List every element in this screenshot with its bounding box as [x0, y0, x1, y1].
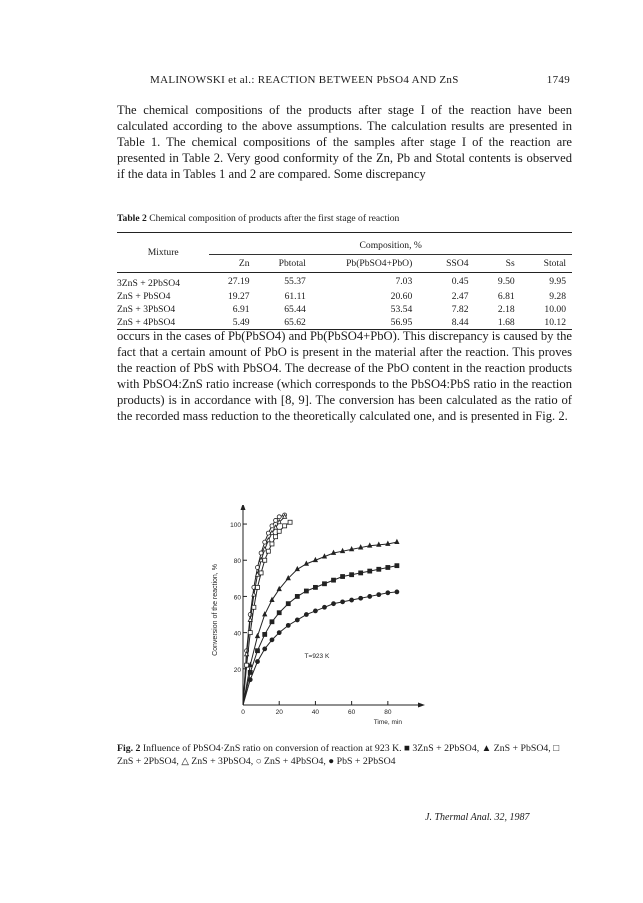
value-cell: 55.37 — [284, 276, 306, 287]
data-point — [252, 592, 256, 596]
col-header: Pbtotal — [278, 258, 306, 269]
col-header: Pb(PbSO4+PbO) — [346, 258, 413, 269]
value-cell: 6.91 — [232, 304, 250, 315]
temperature-annotation: T=923 K — [304, 652, 330, 660]
data-point — [350, 598, 354, 602]
value-cell: 20.60 — [390, 291, 413, 302]
data-point — [277, 631, 281, 635]
data-point — [295, 618, 299, 622]
col-header: SSO4 — [446, 258, 469, 269]
data-point — [386, 541, 390, 545]
data-point — [304, 561, 308, 565]
data-point — [277, 529, 281, 533]
data-point — [270, 638, 274, 642]
data-point — [286, 602, 290, 606]
data-point — [395, 540, 399, 544]
value-cell: 9.50 — [497, 276, 515, 287]
data-point — [259, 571, 263, 575]
data-point — [377, 542, 381, 546]
data-point — [259, 551, 263, 555]
mixture-cell: 3ZnS + 2PbSO4 — [117, 278, 180, 289]
data-point — [341, 549, 345, 553]
body-paragraph-1: The chemical compositions of the products after stage I of the reaction have been calculated according to the above assumptions. The calculation results are presented in Table 1. The chemical compositions of the samples after stage I of the reaction are presented in Table 2. Very good conformity of the Zn, Pb and Stotal contents is observed if the data in Tables 1 and 2 are compared. Some discrepancy — [117, 103, 572, 181]
data-point — [270, 620, 274, 624]
value-cell: 6.81 — [497, 291, 515, 302]
data-point — [274, 535, 278, 539]
data-point — [368, 569, 372, 573]
data-point — [283, 524, 287, 528]
value-cell: 7.03 — [395, 276, 413, 287]
data-point — [286, 623, 290, 627]
table-title: Chemical composition of products after the first stage of reaction — [149, 213, 400, 224]
y-axis-arrow — [241, 505, 246, 510]
x-tick-label: 0 — [241, 709, 245, 716]
data-point — [368, 594, 372, 598]
data-point — [270, 542, 274, 546]
y-tick-label: 60 — [233, 594, 241, 602]
y-tick-label: 100 — [230, 522, 241, 530]
data-point — [266, 549, 270, 553]
x-tick-label: 60 — [348, 709, 356, 716]
composition-table — [117, 232, 572, 330]
value-cell: 10.00 — [544, 304, 566, 315]
table-row — [117, 290, 572, 303]
data-point — [359, 545, 363, 549]
x-axis-arrow — [418, 703, 425, 708]
value-cell: 7.82 — [451, 304, 469, 315]
data-point — [295, 594, 299, 598]
data-point — [332, 578, 336, 582]
table-row — [117, 273, 572, 291]
composition-header: Composition, % — [209, 233, 572, 255]
value-cell: 5.49 — [232, 317, 250, 328]
mixture-header: Mixture — [117, 233, 209, 273]
value-cell: 10.12 — [544, 317, 566, 328]
value-cell: 0.45 — [451, 276, 469, 287]
y-axis-label: Conversion of the reaction, % — [212, 564, 219, 656]
value-cell: 53.54 — [390, 304, 413, 315]
running-head — [150, 74, 570, 86]
x-tick-label: 80 — [384, 709, 392, 716]
x-tick-label: 20 — [275, 709, 283, 716]
data-point — [304, 613, 308, 617]
data-point — [322, 554, 326, 558]
data-point — [377, 567, 381, 571]
data-point — [295, 567, 299, 571]
value-cell: 27.19 — [227, 276, 250, 287]
col-header: Zn — [238, 258, 250, 269]
value-cell: 2.18 — [497, 304, 515, 315]
data-point — [313, 558, 317, 562]
data-point — [341, 600, 345, 604]
data-point — [277, 515, 281, 519]
table-row — [117, 303, 572, 316]
value-cell: 56.95 — [390, 317, 413, 328]
page-number: 1749 — [546, 74, 570, 86]
value-cell: 65.44 — [284, 304, 306, 315]
y-tick-label: 80 — [233, 558, 241, 566]
data-point — [277, 611, 281, 615]
data-point — [255, 634, 259, 638]
data-point — [248, 670, 252, 674]
col-header: Ss — [505, 258, 515, 269]
figure-caption-text: Influence of PbSO4·ZnS ratio on conversion of reaction at 923 K. ■ 3ZnS + 2PbSO4, ▲ ZnS + PbSO4, □ ZnS + 2PbSO4, △ ZnS + 3PbSO4, ○ ZnS + 4PbSO4, ● PbS + 2PbSO4 — [117, 743, 560, 767]
data-point — [313, 585, 317, 589]
data-point — [255, 585, 259, 589]
data-point — [322, 605, 326, 609]
data-point — [386, 565, 390, 569]
col-header: Stotal — [543, 258, 566, 269]
figure-label: Fig. 2 — [117, 743, 141, 754]
table-caption — [117, 213, 399, 224]
data-point — [288, 520, 292, 524]
y-tick-label: 20 — [233, 666, 241, 674]
data-point — [332, 602, 336, 606]
mixture-cell: ZnS + PbSO4 — [117, 291, 171, 302]
value-cell: 8.44 — [451, 317, 469, 328]
series-line — [243, 542, 397, 705]
value-cell: 9.28 — [549, 291, 566, 302]
data-point — [248, 631, 252, 635]
conversion-chart — [205, 505, 425, 730]
data-point — [395, 590, 399, 594]
data-point — [350, 547, 354, 551]
data-point — [248, 678, 252, 682]
running-title: MALINOWSKI et al.: REACTION BETWEEN PbSO4 AND ZnS — [150, 74, 459, 86]
table-label: Table 2 — [117, 213, 147, 224]
data-point — [359, 596, 363, 600]
journal-reference: J. Thermal Anal. 32, 1987 — [425, 812, 530, 823]
x-axis-label: Time, min — [373, 719, 402, 726]
mixture-cell: ZnS + 4PbSO4 — [117, 317, 176, 328]
value-cell: 65.62 — [284, 317, 306, 328]
data-point — [274, 518, 278, 522]
data-point — [255, 660, 259, 664]
data-point — [341, 575, 345, 579]
data-point — [386, 591, 390, 595]
data-point — [304, 589, 308, 593]
data-point — [263, 632, 267, 636]
figure-2 — [205, 505, 425, 735]
data-point — [359, 571, 363, 575]
mixture-cell: ZnS + 3PbSO4 — [117, 304, 176, 315]
body-paragraph-2: occurs in the cases of Pb(PbSO4) and Pb(PbSO4+PbO). This discrepancy is caused by the fact that a certain amount of PbO is present in the material after the reaction. This proves the reaction of PbS with PbSO4. The decrease of the PbO content in the reaction products with PbSO4:ZnS ratio increase (which corresponds to the PbSO4:PbS ratio in the reaction products) is in accordance with [8, 9]. The conversion has been calculated as the ratio of the recorded mass reduction to the theoretically calculated one, and is presented in Fig. 2. — [117, 329, 572, 423]
y-tick-label: 40 — [233, 630, 241, 638]
data-point — [252, 605, 256, 609]
data-point — [313, 609, 317, 613]
data-point — [263, 647, 267, 651]
value-cell: 1.68 — [497, 317, 515, 328]
data-point — [263, 558, 267, 562]
data-point — [270, 524, 274, 528]
data-point — [332, 551, 336, 555]
x-tick-label: 40 — [311, 709, 320, 716]
data-point — [322, 582, 326, 586]
figure-caption — [117, 742, 572, 768]
data-point — [377, 593, 381, 597]
value-cell: 61.11 — [284, 291, 306, 302]
data-point — [350, 573, 354, 577]
value-cell: 2.47 — [451, 291, 469, 302]
data-point — [395, 564, 399, 568]
data-point — [368, 543, 372, 547]
data-point — [255, 649, 259, 653]
value-cell: 9.95 — [549, 276, 566, 287]
value-cell: 19.27 — [227, 291, 250, 302]
